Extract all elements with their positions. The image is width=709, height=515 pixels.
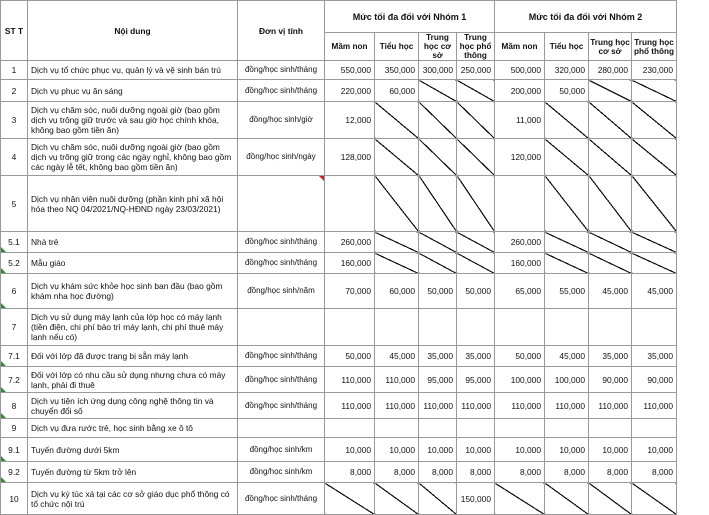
not-applicable-cell[interactable]: [419, 102, 457, 139]
row-stt[interactable]: 2: [1, 80, 28, 102]
fee-cell[interactable]: 10,000: [325, 438, 375, 462]
fee-cell[interactable]: 200,000: [495, 80, 545, 102]
not-applicable-cell[interactable]: [457, 102, 495, 139]
fee-cell[interactable]: [545, 419, 589, 438]
fee-cell[interactable]: [325, 419, 375, 438]
row-unit[interactable]: đồng/học sinh/tháng: [238, 253, 325, 274]
not-applicable-cell[interactable]: [457, 139, 495, 176]
fee-cell[interactable]: 50,000: [495, 346, 545, 367]
fee-cell[interactable]: 110,000: [325, 367, 375, 393]
fee-cell[interactable]: 160,000: [495, 253, 545, 274]
not-applicable-cell[interactable]: [375, 253, 419, 274]
table-row: [1, 309, 677, 346]
row-stt[interactable]: 7: [1, 309, 28, 346]
header-sub[interactable]: Tiểu học: [375, 33, 419, 61]
fee-cell[interactable]: 8,000: [632, 462, 677, 483]
fee-cell[interactable]: 55,000: [545, 274, 589, 309]
table-row: [1, 462, 677, 483]
not-applicable-cell[interactable]: [325, 483, 375, 515]
not-applicable-cell[interactable]: [375, 232, 419, 253]
fee-cell[interactable]: 45,000: [632, 274, 677, 309]
fee-cell[interactable]: 260,000: [325, 232, 375, 253]
row-stt[interactable]: 5.1: [1, 232, 28, 253]
fee-cell[interactable]: 300,000: [419, 61, 457, 80]
row-content[interactable]: Dịch vụ nhân viên nuôi dưỡng (phần kinh phí xã hội hóa theo NQ 04/2021/NQ-HĐND ngày 23/03/2021): [28, 176, 238, 232]
fee-cell[interactable]: 110,000: [495, 393, 545, 419]
fee-cell[interactable]: 8,000: [419, 462, 457, 483]
fee-cell[interactable]: 120,000: [495, 139, 545, 176]
fee-cell[interactable]: [325, 309, 375, 346]
fee-cell[interactable]: 35,000: [632, 346, 677, 367]
fee-cell[interactable]: 110,000: [589, 393, 632, 419]
not-applicable-cell[interactable]: [589, 176, 632, 232]
fee-cell[interactable]: 280,000: [589, 61, 632, 80]
row-unit[interactable]: đồng/học sinh/km: [238, 462, 325, 483]
not-applicable-cell[interactable]: [457, 176, 495, 232]
table-row: [1, 346, 677, 367]
fee-cell[interactable]: 110,000: [545, 393, 589, 419]
not-applicable-cell[interactable]: [632, 139, 677, 176]
not-applicable-cell[interactable]: [375, 139, 419, 176]
fee-cell[interactable]: 550,000: [325, 61, 375, 80]
fee-cell[interactable]: 100,000: [495, 367, 545, 393]
row-unit[interactable]: đồng/học sinh/ngày: [238, 139, 325, 176]
not-applicable-cell[interactable]: [419, 232, 457, 253]
row-unit[interactable]: đồng/học sinh/tháng: [238, 232, 325, 253]
row-content[interactable]: Dịch vụ tổ chức phục vụ, quản lý và vệ sinh bán trú: [28, 61, 238, 80]
row-content[interactable]: Nhà trẻ: [28, 232, 238, 253]
header-stt[interactable]: ST T: [1, 1, 28, 61]
not-applicable-cell[interactable]: [632, 80, 677, 102]
not-applicable-cell[interactable]: [375, 176, 419, 232]
row-content[interactable]: Tuyến đường dưới 5km: [28, 438, 238, 462]
fee-cell[interactable]: 320,000: [545, 61, 589, 80]
not-applicable-cell[interactable]: [632, 483, 677, 515]
header-sub[interactable]: Trung học cơ sở: [589, 33, 632, 61]
fee-cell[interactable]: 8,000: [495, 462, 545, 483]
fee-cell[interactable]: 10,000: [632, 438, 677, 462]
fee-cell[interactable]: [419, 309, 457, 346]
not-applicable-cell[interactable]: [375, 483, 419, 515]
not-applicable-cell[interactable]: [419, 176, 457, 232]
fee-cell[interactable]: 35,000: [589, 346, 632, 367]
not-applicable-cell[interactable]: [589, 139, 632, 176]
fee-cell[interactable]: 90,000: [632, 367, 677, 393]
not-applicable-cell[interactable]: [545, 102, 589, 139]
row-unit[interactable]: đồng/học sinh/tháng: [238, 346, 325, 367]
header-sub[interactable]: Tiểu học: [545, 33, 589, 61]
fee-cell[interactable]: 100,000: [545, 367, 589, 393]
row-content[interactable]: Dịch vụ khám sức khỏe học sinh ban đầu (bao gồm khám nha học đường): [28, 274, 238, 309]
fee-cell[interactable]: 110,000: [457, 393, 495, 419]
fee-cell[interactable]: [495, 419, 545, 438]
row-stt[interactable]: 8: [1, 393, 28, 419]
not-applicable-cell[interactable]: [457, 232, 495, 253]
not-applicable-cell[interactable]: [545, 253, 589, 274]
fee-cell[interactable]: [495, 176, 545, 232]
row-stt[interactable]: 9.2: [1, 462, 28, 483]
row-unit[interactable]: đồng/học sinh/tháng: [238, 393, 325, 419]
row-unit[interactable]: đồng/học sinh/km: [238, 438, 325, 462]
row-content[interactable]: Mẫu giáo: [28, 253, 238, 274]
row-unit[interactable]: đồng/học sinh/giờ: [238, 102, 325, 139]
fee-cell[interactable]: 60,000: [375, 274, 419, 309]
fee-cell[interactable]: 8,000: [545, 462, 589, 483]
fee-cell[interactable]: 110,000: [632, 393, 677, 419]
fee-cell[interactable]: 350,000: [375, 61, 419, 80]
fee-cell[interactable]: 230,000: [632, 61, 677, 80]
fee-cell[interactable]: [589, 419, 632, 438]
fee-cell[interactable]: 95,000: [457, 367, 495, 393]
fee-cell[interactable]: 45,000: [589, 274, 632, 309]
header-sub[interactable]: Mầm non: [495, 33, 545, 61]
row-unit[interactable]: [238, 176, 325, 232]
not-applicable-cell[interactable]: [589, 483, 632, 515]
fee-cell[interactable]: [375, 309, 419, 346]
not-applicable-cell[interactable]: [419, 253, 457, 274]
row-unit[interactable]: đồng/học sinh/tháng: [238, 367, 325, 393]
fee-cell[interactable]: 45,000: [545, 346, 589, 367]
fee-cell[interactable]: 50,000: [419, 274, 457, 309]
table-row: [1, 232, 677, 253]
header-group-1[interactable]: Mức tối đa đối với Nhóm 1: [325, 1, 495, 33]
fee-cell[interactable]: 95,000: [419, 367, 457, 393]
row-stt[interactable]: 7.2: [1, 367, 28, 393]
row-content[interactable]: Tuyến đường từ 5km trở lên: [28, 462, 238, 483]
fee-cell[interactable]: 10,000: [589, 438, 632, 462]
fee-cell[interactable]: 150,000: [457, 483, 495, 515]
table-row: [1, 419, 677, 438]
fee-cell[interactable]: 220,000: [325, 80, 375, 102]
row-content[interactable]: Dịch vụ chăm sóc, nuôi dưỡng ngoài giờ (bao gồm dịch vụ trông giữ trong các ngày nghỉ, không bao gồm các ngày lễ tết, không bao gồm tiền ăn): [28, 139, 238, 176]
row-content[interactable]: Đối với lớp có nhu cầu sử dụng nhưng chưa có máy lạnh, phải đi thuê: [28, 367, 238, 393]
fee-cell[interactable]: 260,000: [495, 232, 545, 253]
not-applicable-cell[interactable]: [545, 176, 589, 232]
header-sub[interactable]: Mầm non: [325, 33, 375, 61]
fee-cell[interactable]: 128,000: [325, 139, 375, 176]
row-unit[interactable]: đồng/học sinh/tháng: [238, 80, 325, 102]
fee-cell[interactable]: 50,000: [457, 274, 495, 309]
row-content[interactable]: Dịch vụ sử dụng máy lạnh của lớp học có máy lạnh (tiền điện, chi phí bảo trì máy lạnh, chi phí thuê máy lạnh nếu có): [28, 309, 238, 346]
not-applicable-cell[interactable]: [632, 102, 677, 139]
table-row: [1, 483, 677, 515]
row-stt[interactable]: 7.1: [1, 346, 28, 367]
not-applicable-cell[interactable]: [632, 232, 677, 253]
fee-cell[interactable]: 65,000: [495, 274, 545, 309]
fee-cell[interactable]: 11,000: [495, 102, 545, 139]
not-applicable-cell[interactable]: [457, 80, 495, 102]
table-row: [1, 80, 677, 102]
not-applicable-cell[interactable]: [457, 253, 495, 274]
fee-cell[interactable]: 250,000: [457, 61, 495, 80]
table-row: [1, 176, 677, 232]
fee-cell[interactable]: 12,000: [325, 102, 375, 139]
fee-cell[interactable]: 35,000: [457, 346, 495, 367]
header-unit[interactable]: Đơn vị tính: [238, 1, 325, 61]
not-applicable-cell[interactable]: [419, 80, 457, 102]
row-content[interactable]: Dịch vụ tiện ích ứng dụng công nghệ thông tin và chuyển đổi số: [28, 393, 238, 419]
fee-cell[interactable]: 45,000: [375, 346, 419, 367]
not-applicable-cell[interactable]: [589, 232, 632, 253]
fee-cell[interactable]: 60,000: [375, 80, 419, 102]
fee-cell[interactable]: [589, 309, 632, 346]
fee-cell[interactable]: [632, 419, 677, 438]
fee-cell[interactable]: 110,000: [325, 393, 375, 419]
row-content[interactable]: Đối với lớp đã được trang bị sẵn máy lạnh: [28, 346, 238, 367]
not-applicable-cell[interactable]: [589, 80, 632, 102]
row-stt[interactable]: 5: [1, 176, 28, 232]
fee-cell[interactable]: 35,000: [419, 346, 457, 367]
table-row: [1, 274, 677, 309]
fee-cell[interactable]: 10,000: [375, 438, 419, 462]
row-stt[interactable]: 9: [1, 419, 28, 438]
row-stt[interactable]: 10: [1, 483, 28, 515]
header-sub[interactable]: Trung học phổ thông: [457, 33, 495, 61]
fee-cell[interactable]: 160,000: [325, 253, 375, 274]
not-applicable-cell[interactable]: [545, 483, 589, 515]
fee-cell[interactable]: [632, 309, 677, 346]
fee-cell[interactable]: 70,000: [325, 274, 375, 309]
fee-cell[interactable]: [457, 419, 495, 438]
not-applicable-cell[interactable]: [632, 176, 677, 232]
row-stt[interactable]: 9.1: [1, 438, 28, 462]
fee-cell[interactable]: 10,000: [495, 438, 545, 462]
fee-cell[interactable]: 110,000: [375, 393, 419, 419]
fee-cell[interactable]: 8,000: [589, 462, 632, 483]
table-row: [1, 102, 677, 139]
fee-cell[interactable]: 110,000: [419, 393, 457, 419]
not-applicable-cell[interactable]: [545, 139, 589, 176]
row-stt[interactable]: 6: [1, 274, 28, 309]
table-row: [1, 367, 677, 393]
not-applicable-cell[interactable]: [545, 232, 589, 253]
fee-cell[interactable]: 8,000: [375, 462, 419, 483]
header-sub[interactable]: Trung học cơ sở: [419, 33, 457, 61]
row-content[interactable]: Dịch vụ đưa rước trẻ, học sinh bằng xe ô tô: [28, 419, 238, 438]
header-group-2[interactable]: Mức tối đa đối với Nhóm 2: [495, 1, 677, 33]
table-row: [1, 253, 677, 274]
fee-cell[interactable]: 8,000: [325, 462, 375, 483]
fee-cell[interactable]: 500,000: [495, 61, 545, 80]
row-stt[interactable]: 4: [1, 139, 28, 176]
not-applicable-cell[interactable]: [419, 139, 457, 176]
fee-cell[interactable]: 8,000: [457, 462, 495, 483]
fee-cell[interactable]: 50,000: [545, 80, 589, 102]
not-applicable-cell[interactable]: [589, 102, 632, 139]
row-content[interactable]: Dịch vụ ký túc xá tại các cơ sở giáo dục phổ thông có tổ chức nội trú: [28, 483, 238, 515]
row-unit[interactable]: [238, 309, 325, 346]
fee-cell[interactable]: 90,000: [589, 367, 632, 393]
fee-cell[interactable]: 10,000: [419, 438, 457, 462]
fee-cell[interactable]: 10,000: [545, 438, 589, 462]
table-row: [1, 438, 677, 462]
fee-cell[interactable]: [457, 309, 495, 346]
table-row: [1, 139, 677, 176]
row-content[interactable]: Dịch vụ phục vụ ăn sáng: [28, 80, 238, 102]
not-applicable-cell[interactable]: [495, 483, 545, 515]
not-applicable-cell[interactable]: [632, 253, 677, 274]
fee-cell[interactable]: [375, 419, 419, 438]
fee-cell[interactable]: [419, 419, 457, 438]
fee-cell[interactable]: [325, 176, 375, 232]
header-sub[interactable]: Trung học phổ thông: [632, 33, 677, 61]
fee-cell[interactable]: 10,000: [457, 438, 495, 462]
fee-cell[interactable]: 50,000: [325, 346, 375, 367]
table-row: [1, 61, 677, 80]
row-stt[interactable]: 3: [1, 102, 28, 139]
fee-cell[interactable]: 110,000: [375, 367, 419, 393]
table-row: [1, 393, 677, 419]
fee-cell[interactable]: [545, 309, 589, 346]
row-unit[interactable]: đồng/học sinh/tháng: [238, 61, 325, 80]
fee-cell[interactable]: [495, 309, 545, 346]
row-unit[interactable]: [238, 419, 325, 438]
not-applicable-cell[interactable]: [375, 102, 419, 139]
not-applicable-cell[interactable]: [419, 483, 457, 515]
row-unit[interactable]: đồng/học sinh/năm: [238, 274, 325, 309]
row-stt[interactable]: 5.2: [1, 253, 28, 274]
header-content[interactable]: Nội dung: [28, 1, 238, 61]
not-applicable-cell[interactable]: [589, 253, 632, 274]
row-unit[interactable]: đồng/học sinh/tháng: [238, 483, 325, 515]
row-content[interactable]: Dịch vụ chăm sóc, nuôi dưỡng ngoài giờ (bao gồm dịch vụ trông giữ trước và sau giờ học chính khóa, không bao gồm tiền ăn): [28, 102, 238, 139]
row-stt[interactable]: 1: [1, 61, 28, 80]
